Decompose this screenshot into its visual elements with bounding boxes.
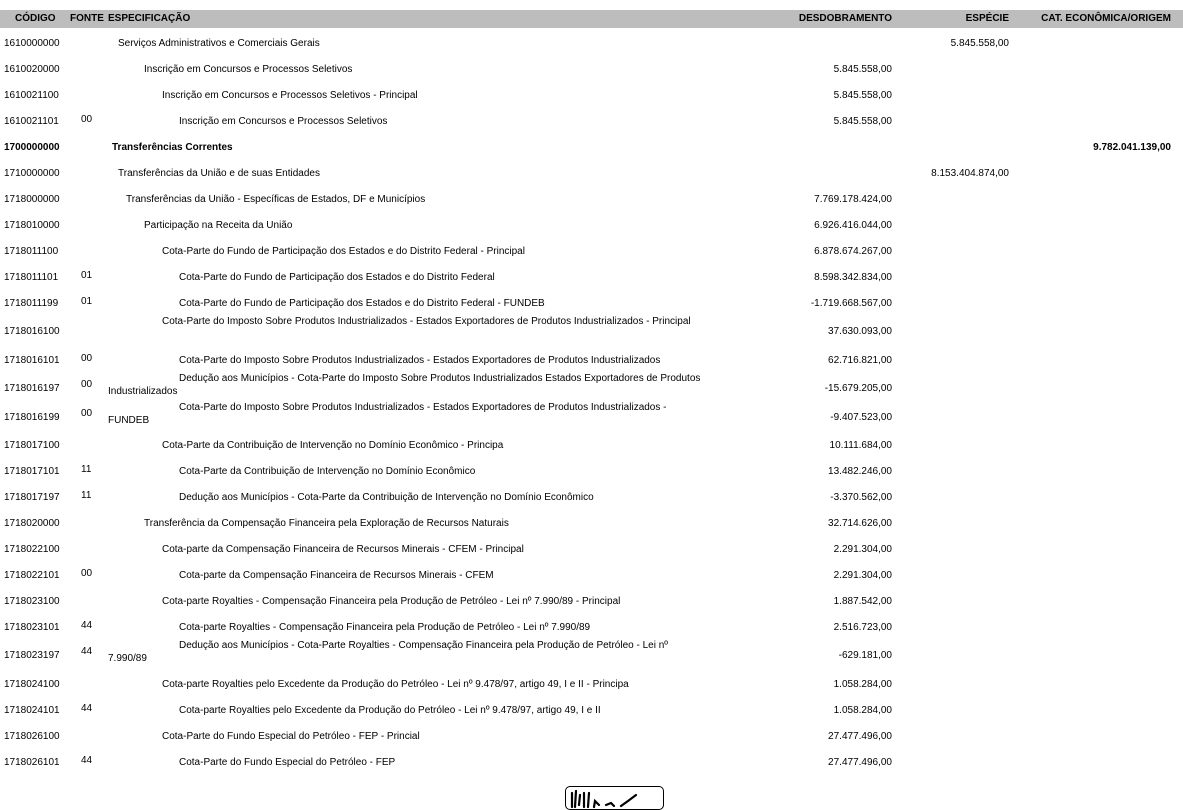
row-especificacao: Cota-parte Royalties - Compensação Financeira pela Produção de Petróleo - Lei nº 7.990/89 - Principal [162, 596, 621, 607]
row-desdobramento: -3.370.562,00 [830, 492, 892, 503]
row-codigo: 1718011101 [4, 272, 59, 283]
row-desdobramento: 6.878.674.267,00 [814, 246, 892, 257]
row-desdobramento: 27.477.496,00 [828, 757, 892, 768]
table-header [0, 10, 1183, 28]
row-codigo: 1710000000 [4, 168, 60, 179]
row-fonte: 44 [81, 620, 93, 631]
row-codigo: 1718016100 [4, 326, 60, 337]
row-especificacao: Participação na Receita da União [144, 220, 293, 231]
row-fonte: 44 [81, 703, 93, 714]
table-row [0, 588, 1183, 614]
header-fonte: FONTE [70, 13, 104, 24]
table-row [0, 562, 1183, 588]
row-desdobramento: 5.845.558,00 [833, 116, 892, 127]
row-desdobramento: 6.926.416.044,00 [814, 220, 892, 231]
row-desdobramento: 5.845.558,00 [833, 64, 892, 75]
row-fonte: 44 [81, 755, 93, 766]
table-row [0, 723, 1183, 749]
row-desdobramento: 7.769.178.424,00 [814, 194, 892, 205]
table-row [0, 56, 1183, 82]
row-codigo: 1718023101 [4, 622, 60, 633]
row-especificacao: Cota-parte Royalties - Compensação Financeira pela Produção de Petróleo - Lei nº 7.990/89 [179, 622, 591, 633]
row-codigo: 1718024100 [4, 679, 60, 690]
row-especificacao: Serviços Administrativos e Comerciais Gerais [118, 38, 320, 49]
table-row [0, 432, 1183, 458]
table-row [0, 749, 1183, 775]
row-codigo: 1700000000 [4, 142, 60, 153]
row-codigo: 1718016199 [4, 412, 60, 423]
row-fonte: 01 [81, 270, 93, 281]
header-especificacao: ESPECIFICAÇÃO [108, 13, 191, 24]
row-codigo: 1610000000 [4, 38, 60, 49]
row-codigo: 1718000000 [4, 194, 60, 205]
header-cat-economica: CAT. ECONÔMICA/ORIGEM [1041, 13, 1171, 24]
row-especificacao: Cota-Parte do Imposto Sobre Produtos Industrializados - Estados Exportadores de Produtos Industrializados - Principal [162, 316, 691, 327]
row-especificacao: Dedução aos Municípios - Cota-Parte da Contribuição de Intervenção no Domínio Econômico [179, 492, 594, 503]
row-codigo: 1610020000 [4, 64, 60, 75]
row-desdobramento: 2.291.304,00 [833, 544, 892, 555]
row-especificacao: Cota-Parte do Fundo de Participação dos Estados e do Distrito Federal - FUNDEB [179, 298, 545, 309]
row-codigo: 1718016197 [4, 383, 60, 394]
row-especificacao: Cota-parte Royalties pelo Excedente da Produção do Petróleo - Lei nº 9.478/97, artigo 49, I e II [179, 705, 601, 716]
row-codigo: 1718023197 [4, 650, 60, 661]
row-especificacao: Transferências da União e de suas Entidades [118, 168, 320, 179]
row-fonte: 11 [81, 490, 92, 501]
row-desdobramento: 1.058.284,00 [833, 705, 892, 716]
header-especie: ESPÉCIE [965, 13, 1009, 24]
table-row [0, 697, 1183, 723]
row-codigo: 1718017197 [4, 492, 60, 503]
row-codigo: 1610021101 [4, 116, 59, 127]
row-codigo: 1718026101 [4, 757, 60, 768]
row-especificacao: Cota-Parte da Contribuição de Intervenção no Domínio Econômico [179, 466, 476, 477]
row-desdobramento: 13.482.246,00 [828, 466, 892, 477]
row-especificacao: Dedução aos Municípios - Cota-Parte do Imposto Sobre Produtos Industrializados Estados Exportadores de Produtos Industrializados [108, 373, 701, 397]
row-desdobramento: 62.716.821,00 [828, 355, 892, 366]
table-row [0, 510, 1183, 536]
row-fonte: 00 [81, 114, 93, 125]
row-fonte: 44 [81, 646, 93, 657]
row-codigo: 1718023100 [4, 596, 60, 607]
table-row [0, 30, 1183, 56]
table-row [0, 160, 1183, 186]
row-fonte: 00 [81, 353, 93, 364]
table-row [0, 458, 1183, 484]
row-codigo: 1718022100 [4, 544, 60, 555]
row-desdobramento: -9.407.523,00 [830, 412, 892, 423]
row-desdobramento: -15.679.205,00 [824, 383, 892, 394]
row-especificacao: Dedução aos Municípios - Cota-Parte Royalties - Compensação Financeira pela Produção de Petróleo - Lei nº 7.990/89 [108, 640, 668, 664]
row-especificacao: Cota-parte da Compensação Financeira de Recursos Minerais - CFEM [179, 570, 494, 581]
row-fonte: 00 [81, 408, 93, 419]
row-codigo: 1718022101 [4, 570, 60, 581]
row-especie: 8.153.404.874,00 [931, 168, 1009, 179]
table-row [0, 108, 1183, 134]
row-especificacao: Transferência da Compensação Financeira pela Exploração de Recursos Naturais [144, 518, 509, 529]
row-cat-economica: 9.782.041.139,00 [1093, 142, 1171, 153]
table-row [0, 640, 1183, 671]
row-desdobramento: 5.845.558,00 [833, 90, 892, 101]
row-desdobramento: 2.516.723,00 [833, 622, 892, 633]
row-desdobramento: 1.058.284,00 [833, 679, 892, 690]
table-row [0, 373, 1183, 402]
row-desdobramento: 32.714.626,00 [828, 518, 892, 529]
row-desdobramento: -629.181,00 [838, 650, 892, 661]
row-codigo: 1610021100 [4, 90, 59, 101]
row-especificacao: Transferências Correntes [112, 142, 233, 153]
signature-stamp [565, 786, 664, 810]
table-body [0, 30, 1183, 775]
table-row [0, 402, 1183, 432]
row-codigo: 1718011199 [4, 298, 59, 309]
row-fonte: 00 [81, 568, 93, 579]
row-codigo: 1718011100 [4, 246, 59, 257]
row-codigo: 1718017100 [4, 440, 60, 451]
row-codigo: 1718026100 [4, 731, 60, 742]
row-especificacao: Cota-Parte da Contribuição de Intervenção no Domínio Econômico - Principa [162, 440, 504, 451]
header-codigo: CÓDIGO [15, 13, 56, 24]
row-especificacao: Cota-Parte do Fundo Especial do Petróleo - FEP - Princial [162, 731, 420, 742]
table-row [0, 238, 1183, 264]
row-especificacao: Transferências da União - Específicas de Estados, DF e Municípios [126, 194, 426, 205]
row-codigo: 1718010000 [4, 220, 60, 231]
row-codigo: 1718024101 [4, 705, 60, 716]
row-especificacao: Inscrição em Concursos e Processos Seletivos [144, 64, 353, 75]
table-row [0, 347, 1183, 373]
table-row [0, 316, 1183, 347]
row-desdobramento: 37.630.093,00 [828, 326, 892, 337]
row-fonte: 01 [81, 296, 93, 307]
row-especificacao: Cota-Parte do Fundo de Participação dos Estados e do Distrito Federal - Principal [162, 246, 525, 257]
table-row [0, 264, 1183, 290]
row-codigo: 1718020000 [4, 518, 60, 529]
row-desdobramento: 27.477.496,00 [828, 731, 892, 742]
row-especificacao: Cota-Parte do Fundo de Participação dos Estados e do Distrito Federal [179, 272, 495, 283]
row-desdobramento: -1.719.668.567,00 [810, 298, 892, 309]
row-especificacao: Cota-Parte do Imposto Sobre Produtos Industrializados - Estados Exportadores de Produtos Industrializados - FUNDEB [108, 402, 667, 426]
row-codigo: 1718016101 [4, 355, 60, 366]
row-desdobramento: 1.887.542,00 [833, 596, 892, 607]
row-especificacao: Inscrição em Concursos e Processos Seletivos - Principal [162, 90, 418, 101]
row-especificacao: Cota-parte da Compensação Financeira de Recursos Minerais - CFEM - Principal [162, 544, 524, 555]
table-row [0, 212, 1183, 238]
row-especificacao: Cota-Parte do Fundo Especial do Petróleo - FEP [179, 757, 396, 768]
row-especificacao: Cota-Parte do Imposto Sobre Produtos Industrializados - Estados Exportadores de Produtos Industrializados [179, 355, 661, 366]
signature-icon [566, 787, 663, 809]
row-desdobramento: 8.598.342.834,00 [814, 272, 892, 283]
row-especificacao: Inscrição em Concursos e Processos Seletivos [179, 116, 388, 127]
table-row [0, 484, 1183, 510]
row-fonte: 00 [81, 379, 93, 390]
table-row [0, 614, 1183, 640]
row-codigo: 1718017101 [4, 466, 60, 477]
row-fonte: 11 [81, 464, 92, 475]
table-row [0, 290, 1183, 316]
row-especificacao: Cota-parte Royalties pelo Excedente da Produção do Petróleo - Lei nº 9.478/97, artigo 49, I e II - Principa [162, 679, 629, 690]
table-row [0, 536, 1183, 562]
table-row [0, 134, 1183, 160]
table-row [0, 82, 1183, 108]
table-row [0, 186, 1183, 212]
table-row [0, 671, 1183, 697]
header-desdobramento: DESDOBRAMENTO [798, 13, 892, 24]
row-especie: 5.845.558,00 [950, 38, 1009, 49]
row-desdobramento: 10.111.684,00 [829, 440, 892, 451]
row-desdobramento: 2.291.304,00 [833, 570, 892, 581]
